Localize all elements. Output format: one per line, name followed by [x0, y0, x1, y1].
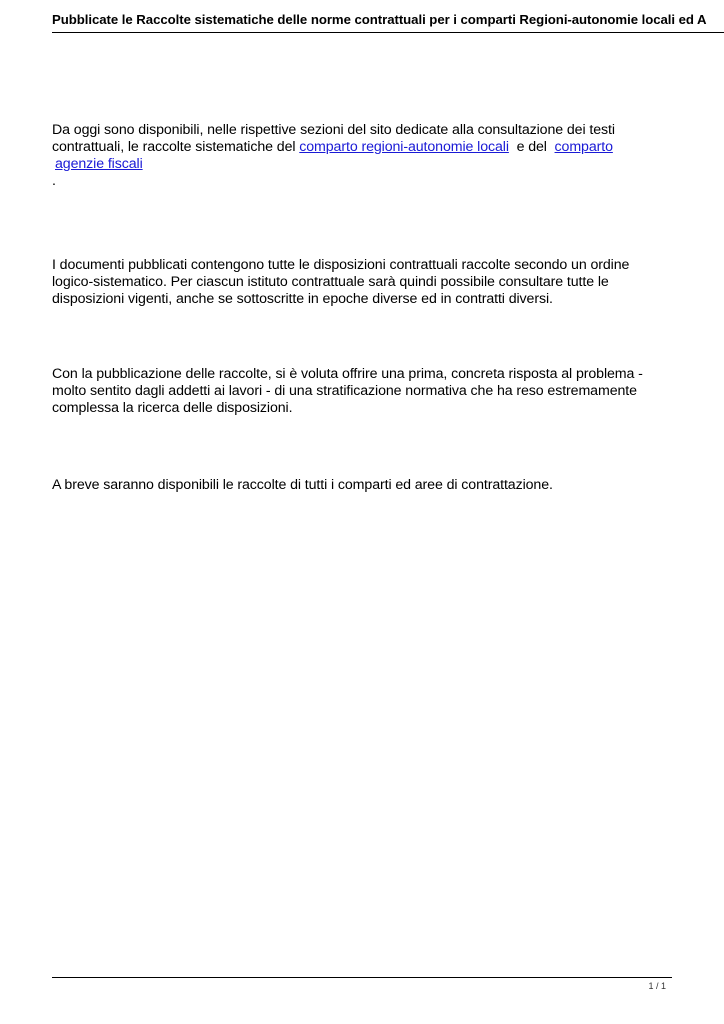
- link-comparto-agenzie-fiscali[interactable]: comparto: [554, 139, 613, 155]
- paragraph-line: logico-sistematico. Per ciascun istituto contrattuale sarà quindi possibile consultare tutte le: [52, 274, 609, 290]
- paragraph-line: [52, 156, 680, 173]
- paragraph-line: molto sentito dagli addetti ai lavori - di una stratificazione normativa che ha reso estremamente: [52, 383, 637, 399]
- paragraph-upcoming: [52, 477, 680, 494]
- page-number: 1 / 1: [648, 981, 666, 991]
- paragraph-line: complessa la ricerca delle disposizioni.: [52, 400, 293, 416]
- paragraph-line: Con la pubblicazione delle raccolte, si è voluta offrire una prima, concreta risposta al problema -: [52, 366, 643, 382]
- link-comparto-agenzie-fiscali-continued[interactable]: agenzie fiscali: [55, 156, 143, 172]
- footer-divider: [52, 977, 672, 978]
- page-title: Pubblicate le Raccolte sistematiche delle norme contrattuali per i comparti Regioni-autonomie locali ed A: [52, 12, 707, 27]
- paragraph-line: .: [52, 173, 56, 189]
- paragraph-line: disposizioni vigenti, anche se sottoscritte in epoche diverse ed in contratti diversi.: [52, 291, 553, 307]
- paragraph-line: [52, 139, 680, 156]
- paragraph-availability: [52, 122, 680, 190]
- paragraph-text: contrattuali, le raccolte sistematiche del: [52, 139, 300, 155]
- paragraph-line: Da oggi sono disponibili, nelle rispettive sezioni del sito dedicate alla consultazione dei testi: [52, 122, 615, 138]
- paragraph-text: e del: [508, 139, 555, 155]
- link-comparto-regioni-autonomie-locali[interactable]: comparto regioni-autonomie locali: [299, 139, 509, 155]
- paragraph-line: I documenti pubblicati contengono tutte le disposizioni contrattuali raccolte secondo un ordine: [52, 257, 630, 273]
- paragraph-documents: [52, 257, 680, 308]
- paragraph-publication: [52, 366, 680, 417]
- header-divider: [52, 32, 724, 33]
- paragraph-line: A breve saranno disponibili le raccolte di tutti i comparti ed aree di contrattazione.: [52, 477, 553, 493]
